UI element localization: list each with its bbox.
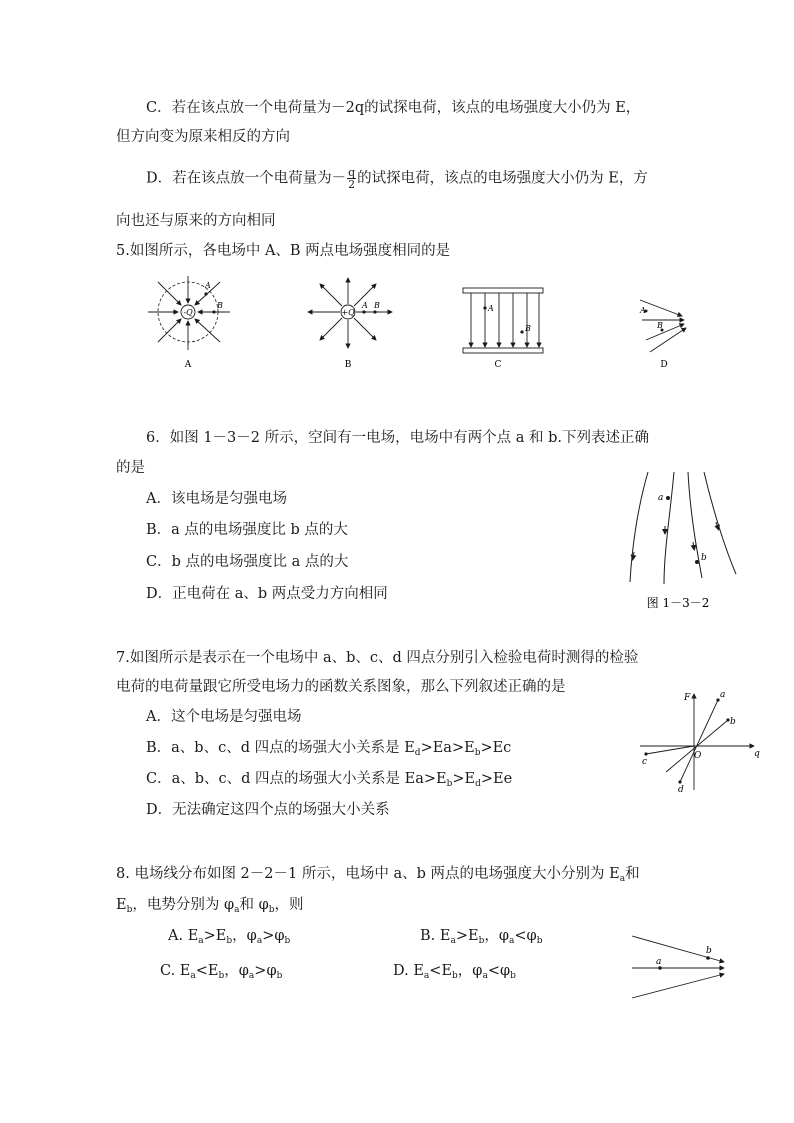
negative-charge-label: -Q [183,308,193,317]
subscript-b: b [268,905,275,915]
opt-label: C. E [160,963,191,979]
subscript-a: a [256,936,263,946]
axis-f-label: F [684,693,691,703]
point-a-label: A [488,304,494,313]
point-a-label: a [658,493,664,503]
point-b-label: B [525,324,531,333]
q5-figure-a [140,276,240,372]
point-b-label: b [701,553,707,563]
opt-label: A. E [168,928,199,944]
q7-option-c-mid: >E [452,771,476,787]
point-b-dot [706,956,710,960]
subscript-b: b [284,936,291,946]
opt-label: D. E [393,963,424,979]
q8-stem-mid: ，电势分别为 φ [132,897,235,913]
q5-caption-b: B [344,360,352,370]
q6-option-c: C．b 点的电场强度比 a 点的大 [146,554,349,570]
q7-stem-line1: 7.如图所示是表示在一个电场中 a、b、c、d 四点分别引入检验电荷时测得的检验 [116,650,639,666]
subscript-b: b [474,748,481,758]
q8-stem-line1-end: 和 [625,866,640,882]
q4-option-d-pre: D．若在该点放一个电荷量为－ [146,170,347,187]
q8-option-a [168,926,290,951]
fraction-q-over-2 [347,167,356,190]
q5-figure-b [300,276,400,372]
subscript-a: a [198,936,204,946]
comma-phi: ，φ [457,963,483,979]
q8-stem-line1 [116,864,640,889]
q7-option-b-pre: B．a、b、c、d 四点的场强大小关系是 E [146,740,415,756]
field-line-1 [630,472,648,582]
origin-label: O [694,751,702,761]
point-b-dot [212,310,215,313]
q4-option-c-line1: C．若在该点放一个电荷量为－2q的试探电荷，该点的电场强度大小仍为 E， [146,100,641,116]
lt: <E [429,963,453,979]
q8-stem-line1-pre: 8. 电场线分布如图 2－2－1 所示，电场中 a、b 两点的电场强度大小分别为 E [116,866,620,882]
lt: <E [195,963,219,979]
subscript-d: d [475,779,481,789]
point-a-dot [483,306,486,309]
fraction-denominator: 2 [348,178,356,191]
subscript-b: b [536,936,543,946]
q8-option-c [160,961,282,986]
line-d-label: d [678,785,684,795]
q8-stem-and: 和 φ [239,897,269,913]
q6-option-a: A．该电场是匀强电场 [146,491,287,507]
q7-option-b-end: >Ec [480,740,512,756]
opt-label: B. E [420,928,451,944]
subscript-a: a [450,936,456,946]
point-a-label: A [640,306,646,315]
subscript-a: a [423,971,430,981]
comma-phi: ，φ [484,928,509,944]
q4-option-d-line2: 向也还与原来的方向相同 [116,213,276,229]
gt: >E [455,928,479,944]
q8-option-d [393,961,516,986]
subscript-b: b [226,936,233,946]
line-a-label: a [720,690,726,700]
q6-option-d: D．正电荷在 a、b 两点受力方向相同 [146,586,388,602]
point-b-label: B [657,321,663,330]
q6-figure [620,466,750,616]
subscript-b: b [218,971,225,981]
point-b-dot [520,330,523,333]
subscript-a: a [190,971,196,981]
q7-option-c-pre: C．a、b、c、d 四点的场强大小关系是 Ea>E [146,771,447,787]
q5-caption-a: A [184,360,192,370]
positive-charge-label: +Q [341,308,355,317]
q7-option-d: D．无法确定这四个点的场强大小关系 [146,802,390,818]
q6-stem-line2: 的是 [116,460,145,476]
line-b-label: b [730,717,736,727]
q6-option-b: B．a 点的电场强度比 b 点的大 [146,522,348,538]
phi-lt: <φ [487,963,511,979]
field-line-3 [688,472,702,578]
point-a-dot [362,310,365,313]
point-b-label: b [706,946,712,956]
q7-stem-line2: 电荷的电荷量跟它所受电场力的函数关系图象，那么下列叙述正确的是 [116,679,566,695]
subscript-b: b [510,971,516,981]
q5-caption-c: C [494,360,502,370]
point-a-label: A [205,281,211,290]
point-b-dot [695,560,699,564]
subscript-b: b [126,905,133,915]
comma-phi: ，φ [232,928,257,944]
q8-figure [626,930,736,1004]
point-b-label: B [374,301,380,310]
q6-stem-line1: 6．如图 1－3－2 所示，空间有一电场，电场中有两个点 a 和 b.下列表述正确 [146,430,649,446]
subscript-d: d [414,748,421,758]
line-c [646,746,694,754]
point-a-dot [204,292,207,295]
q5-stem: 5.如图所示，各电场中 A、B 两点电场强度相同的是 [116,243,451,259]
phi-gt: >φ [254,963,277,979]
subscript-b: b [276,971,283,981]
q6-figure-caption: 图 1－3－2 [646,596,710,610]
q8-stem-end: ，则 [274,897,304,913]
subscript-a: a [248,971,255,981]
fraction-numerator: q [348,166,356,179]
q8-e-symbol: E [116,897,127,913]
q7-option-b [146,738,511,763]
subscript-b: b [446,779,453,789]
subscript-a: a [482,971,488,981]
q4-option-c-line2: 但方向变为原来相反的方向 [116,129,290,145]
q5-caption-d: D [660,360,668,370]
comma-phi: ，φ [224,963,249,979]
field-line-4 [704,472,736,574]
q4-option-d-line1 [146,167,648,190]
phi-gt: >φ [262,928,285,944]
q7-option-c [146,769,512,794]
axis-q-label: q [754,749,760,759]
subscript-b: b [452,971,458,981]
q7-option-b-rest: >Ea>E [420,740,475,756]
q4-option-d-post: 的试探电荷，该点的电场强度大小仍为 E，方 [357,170,648,187]
subscript-a: a [234,905,240,915]
line-c-label: c [642,757,648,767]
q7-option-a: A．这个电场是匀强电场 [146,709,302,725]
point-b-label: B [217,301,223,310]
q5-figure-d [630,294,700,374]
point-b-dot [373,310,376,313]
subscript-b: b [478,936,485,946]
q8-option-b [420,926,542,951]
q5-figure-c [455,284,550,374]
gt: >E [203,928,227,944]
point-a-label: A [362,301,368,310]
point-a-dot [666,496,670,500]
subscript-a: a [619,874,626,884]
phi-lt: <φ [514,928,537,944]
q7-option-c-end: >Ee [480,771,513,787]
field-line-bottom [632,974,724,998]
line-a [680,700,718,782]
point-a-label: a [656,957,662,967]
q8-stem-line2 [116,895,304,920]
subscript-a: a [509,936,515,946]
q7-figure [636,688,766,796]
